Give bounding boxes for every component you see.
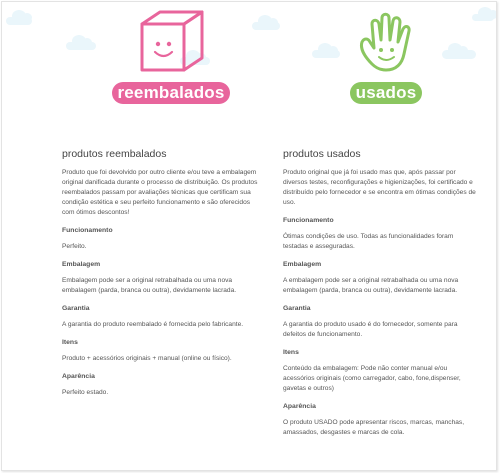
reembalados-intro: Produto que foi devolvido por outro cliente e/ou teve a embalagem original danificada durante o processo de distribuição. Os produtos reembalados passam por avaliações técnicas que certificam sua condição estética e seu perfeito funcionamento e são oferecidos com ótimos descontos!	[62, 169, 258, 216]
cloud-decoration	[6, 17, 32, 25]
section-heading: Garantia	[62, 305, 90, 312]
section-heading: Itens	[62, 339, 78, 346]
section-heading: Funcionamento	[62, 227, 113, 234]
section-heading: Garantia	[283, 305, 311, 312]
section-text: Perfeito.	[62, 243, 87, 250]
reembalados-badge: reembalados	[112, 82, 230, 104]
usados-title: produtos usados	[283, 148, 361, 160]
section-heading: Embalagem	[283, 261, 322, 268]
hero-usados	[302, 2, 482, 110]
hand-smile-icon	[302, 2, 482, 82]
section-text: Ótimas condições de uso. Todas as funcionalidades foram testadas e asseguradas.	[283, 233, 454, 250]
section-heading: Aparência	[62, 373, 95, 380]
usados-badge: usados	[350, 82, 422, 104]
box-smile-icon	[84, 2, 264, 82]
usados-intro: Produto original que já foi usado mas que, após passar por diversos testes, reconfigurações e higienizações, foi certificado e distribuído pelo fornecedor e se encontra em ótimas condições de uso.	[283, 169, 476, 206]
section-text: A garantia do produto usado é do fornecedor, somente para defeitos de funcionamento.	[283, 321, 458, 338]
section-text: A embalagem pode ser a original retrabalhada ou uma nova embalagem (parda, branca ou outra), devidamente lacrada.	[283, 277, 459, 294]
hero-reembalados	[84, 2, 264, 110]
page-frame	[1, 1, 497, 471]
section-text: A garantia do produto reembalado é fornecida pelo fabricante.	[62, 321, 244, 328]
section-text: Produto + acessórios originais + manual (online ou físico).	[62, 355, 232, 362]
section-text: Perfeito estado.	[62, 389, 109, 396]
usados-column	[283, 148, 479, 447]
reembalados-title: produtos reembalados	[62, 148, 167, 160]
section-heading: Itens	[283, 349, 299, 356]
reembalados-column	[62, 148, 258, 407]
section-text: Embalagem pode ser a original retrabalhada ou uma nova embalagem (parda, branca ou outra), devidamente lacrada.	[62, 277, 237, 294]
section-heading: Funcionamento	[283, 217, 334, 224]
section-text: Conteúdo da embalagem: Pode não conter manual e/ou acessórios originais (como carregador, cabo, fone,dispenser, gavetas e outros)	[283, 365, 461, 392]
section-heading: Aparência	[283, 403, 316, 410]
section-heading: Embalagem	[62, 261, 101, 268]
section-text: O produto USADO pode apresentar riscos, marcas, manchas, amassados, desgastes e marcas de cola.	[283, 419, 465, 436]
